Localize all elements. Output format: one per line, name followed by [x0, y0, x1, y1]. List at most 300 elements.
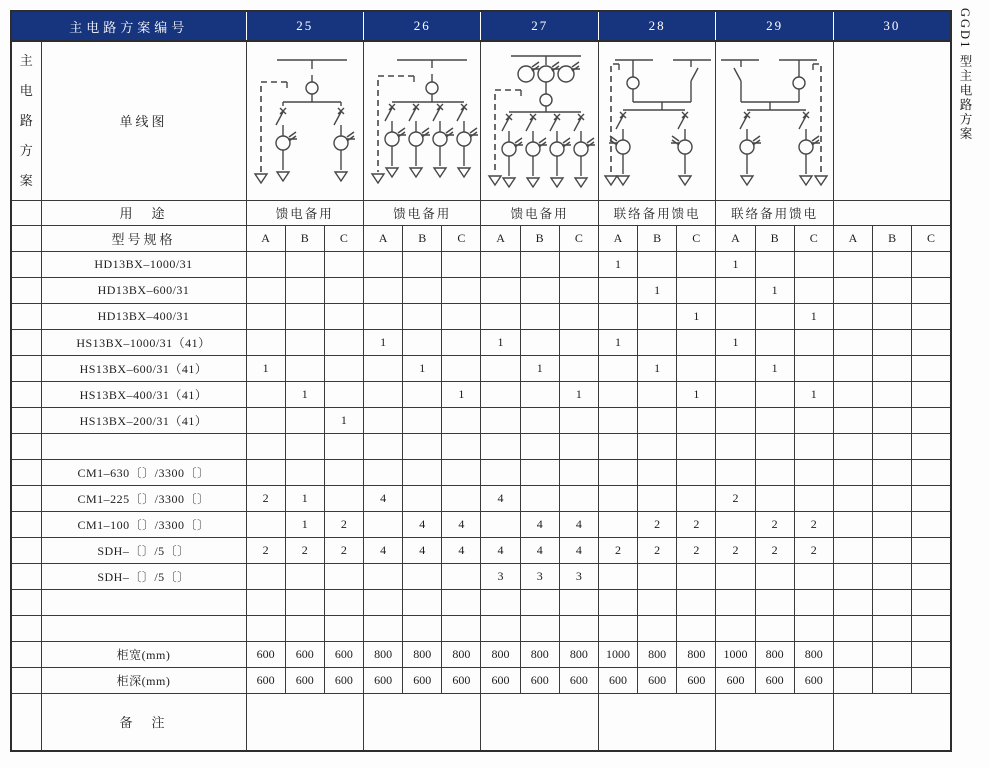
spec-value-cell: 2	[794, 511, 833, 537]
cabinet-depth-value: 600	[520, 667, 559, 693]
remark-cell-27	[481, 693, 598, 751]
spec-value-cell	[285, 303, 324, 329]
spec-value-cell	[285, 615, 324, 641]
side-vertical-title: GGD1 型主电路方案	[958, 8, 972, 142]
spec-value-cell	[246, 589, 285, 615]
spec-value-cell	[794, 615, 833, 641]
spec-value-cell: 2	[794, 537, 833, 563]
spec-value-cell	[833, 433, 872, 459]
spec-subheader-row	[11, 225, 951, 251]
spec-value-cell	[912, 537, 951, 563]
spec-value-cell	[481, 459, 520, 485]
spec-value-cell: 1	[794, 303, 833, 329]
spec-value-cell	[285, 563, 324, 589]
spec-value-cell	[755, 251, 794, 277]
spec-value-cell: 4	[481, 485, 520, 511]
spec-value-cell	[755, 329, 794, 355]
spec-value-cell	[912, 381, 951, 407]
spec-value-cell	[285, 589, 324, 615]
cabinet-depth-value: 600	[716, 667, 755, 693]
spec-value-cell	[403, 251, 442, 277]
spec-value-cell: 2	[246, 537, 285, 563]
left-vertical-label	[12, 46, 41, 196]
spec-value-cell	[912, 615, 951, 641]
header-scheme-29: 29	[716, 11, 833, 41]
row-left-spacer	[11, 563, 41, 589]
spec-value-cell	[403, 485, 442, 511]
spec-value-cell	[912, 251, 951, 277]
spec-value-cell: 4	[520, 537, 559, 563]
spec-value-cell	[912, 355, 951, 381]
spec-row	[11, 407, 951, 433]
spec-value-cell	[598, 355, 637, 381]
spec-value-cell: 1	[285, 485, 324, 511]
row-left-spacer	[11, 407, 41, 433]
spec-row-label	[41, 589, 246, 615]
remark-cell-26	[363, 693, 480, 751]
left-vertical-char: 案	[19, 173, 33, 189]
spec-value-cell	[873, 303, 912, 329]
row-left-spacer	[11, 615, 41, 641]
spec-value-cell: 4	[403, 511, 442, 537]
spec-value-cell	[246, 563, 285, 589]
spec-value-cell: 1	[481, 329, 520, 355]
row-left-spacer	[11, 693, 41, 751]
spec-value-cell	[363, 589, 402, 615]
spec-value-cell	[481, 251, 520, 277]
spec-value-cell	[520, 329, 559, 355]
spec-row-label	[41, 433, 246, 459]
spec-value-cell	[559, 329, 598, 355]
spec-value-cell: 1	[520, 355, 559, 381]
spec-value-cell: 2	[638, 537, 677, 563]
cabinet-depth-label: 柜深(mm)	[41, 667, 246, 693]
spec-row-label: CM1–225〔〕/3300〔〕	[41, 485, 246, 511]
spec-value-cell	[677, 407, 716, 433]
spec-value-cell: 1	[794, 381, 833, 407]
spec-value-cell	[246, 329, 285, 355]
spec-rows-body	[11, 251, 951, 641]
spec-value-cell: 1	[559, 381, 598, 407]
spec-value-cell	[912, 459, 951, 485]
spec-value-cell	[833, 329, 872, 355]
spec-value-cell	[246, 433, 285, 459]
spec-value-cell: 2	[285, 537, 324, 563]
spec-row-label: HD13BX–400/31	[41, 303, 246, 329]
cabinet-width-value: 600	[246, 641, 285, 667]
spec-row	[11, 589, 951, 615]
spec-value-cell	[755, 303, 794, 329]
header-scheme-25: 25	[246, 11, 363, 41]
spec-value-cell	[285, 459, 324, 485]
header-row	[11, 11, 951, 41]
spec-row-label: CM1–100〔〕/3300〔〕	[41, 511, 246, 537]
spec-value-cell	[755, 381, 794, 407]
spec-value-cell	[520, 589, 559, 615]
spec-row	[11, 433, 951, 459]
subcolumn-header: B	[873, 225, 912, 251]
spec-row-label: SDH–〔〕/5〔〕	[41, 537, 246, 563]
subcolumn-header: B	[755, 225, 794, 251]
left-vertical-char: 主	[19, 53, 33, 69]
spec-value-cell	[677, 355, 716, 381]
spec-value-cell	[442, 303, 481, 329]
subcolumn-header: C	[677, 225, 716, 251]
spec-value-cell: 1	[324, 407, 363, 433]
row-left-spacer	[11, 537, 41, 563]
spec-value-cell	[403, 563, 442, 589]
spec-value-cell	[246, 381, 285, 407]
single-line-diagram-28-icon	[599, 45, 716, 197]
spec-value-cell	[403, 407, 442, 433]
cabinet-width-value: 600	[285, 641, 324, 667]
spec-value-cell: 3	[559, 563, 598, 589]
spec-value-cell	[598, 615, 637, 641]
spec-value-cell	[794, 407, 833, 433]
cabinet-width-value: 800	[559, 641, 598, 667]
subcolumn-header: B	[638, 225, 677, 251]
subcolumn-header: B	[520, 225, 559, 251]
spec-value-cell	[403, 381, 442, 407]
diagram-cell-26	[363, 41, 480, 200]
spec-value-cell	[598, 485, 637, 511]
spec-value-cell	[638, 433, 677, 459]
cabinet-depth-value: 600	[285, 667, 324, 693]
spec-value-cell	[442, 329, 481, 355]
spec-value-cell	[638, 563, 677, 589]
spec-value-cell: 2	[677, 537, 716, 563]
spec-value-cell	[833, 355, 872, 381]
spec-value-cell: 4	[442, 511, 481, 537]
spec-value-cell	[677, 433, 716, 459]
row-left-spacer	[11, 225, 41, 251]
spec-value-cell	[677, 485, 716, 511]
spec-value-cell	[638, 407, 677, 433]
spec-value-cell	[912, 485, 951, 511]
spec-value-cell	[324, 303, 363, 329]
spec-value-cell	[912, 329, 951, 355]
row-left-spacer	[11, 381, 41, 407]
spec-value-cell	[559, 589, 598, 615]
spec-value-cell	[794, 433, 833, 459]
subcolumn-header: A	[716, 225, 755, 251]
spec-value-cell	[598, 589, 637, 615]
cabinet-width-value: 800	[755, 641, 794, 667]
spec-value-cell: 1	[638, 355, 677, 381]
spec-row	[11, 381, 951, 407]
diagram-row	[11, 41, 951, 200]
cabinet-depth-value: 600	[442, 667, 481, 693]
spec-value-cell	[442, 485, 481, 511]
spec-value-cell: 2	[677, 511, 716, 537]
spec-value-cell	[755, 433, 794, 459]
spec-value-cell	[481, 277, 520, 303]
spec-value-cell	[833, 277, 872, 303]
spec-row	[11, 459, 951, 485]
usage-26: 馈电备用	[363, 200, 480, 225]
spec-value-cell	[285, 355, 324, 381]
spec-value-cell: 1	[285, 511, 324, 537]
spec-value-cell	[246, 407, 285, 433]
usage-25: 馈电备用	[246, 200, 363, 225]
spec-value-cell	[481, 433, 520, 459]
row-left-spacer	[11, 277, 41, 303]
spec-value-cell	[755, 615, 794, 641]
spec-value-cell	[716, 303, 755, 329]
cabinet-width-value: 1000	[716, 641, 755, 667]
spec-value-cell	[559, 485, 598, 511]
spec-value-cell	[833, 459, 872, 485]
header-scheme-30: 30	[833, 11, 951, 41]
diagram-cell-30	[833, 41, 951, 200]
spec-row-label: CM1–630〔〕/3300〔〕	[41, 459, 246, 485]
spec-value-cell	[481, 355, 520, 381]
spec-value-cell	[677, 459, 716, 485]
spec-value-cell	[873, 381, 912, 407]
spec-value-cell: 1	[598, 251, 637, 277]
spec-value-cell: 1	[246, 355, 285, 381]
spec-value-cell	[755, 589, 794, 615]
spec-row	[11, 485, 951, 511]
cabinet-width-value: 800	[442, 641, 481, 667]
spec-value-cell	[520, 303, 559, 329]
spec-row-label: HS13BX–200/31（41）	[41, 407, 246, 433]
spec-value-cell	[363, 511, 402, 537]
spec-value-cell	[716, 589, 755, 615]
spec-value-cell	[520, 277, 559, 303]
spec-value-cell: 1	[638, 277, 677, 303]
spec-value-cell	[520, 433, 559, 459]
spec-value-cell	[873, 277, 912, 303]
spec-value-cell	[794, 355, 833, 381]
spec-value-cell	[598, 433, 637, 459]
spec-value-cell: 2	[755, 537, 794, 563]
spec-value-cell	[559, 407, 598, 433]
spec-value-cell: 2	[716, 537, 755, 563]
left-vertical-char: 电	[19, 83, 33, 99]
spec-value-cell	[912, 407, 951, 433]
spec-row-label	[41, 615, 246, 641]
spec-value-cell	[324, 433, 363, 459]
remark-row	[11, 693, 951, 751]
spec-value-cell	[794, 329, 833, 355]
cabinet-width-value: 800	[638, 641, 677, 667]
row-left-spacer	[11, 589, 41, 615]
row-left-spacer	[11, 459, 41, 485]
usage-row-label: 用 途	[41, 200, 246, 225]
spec-value-cell	[598, 277, 637, 303]
remark-cell-25	[246, 693, 363, 751]
spec-value-cell: 2	[324, 511, 363, 537]
spec-value-cell	[598, 511, 637, 537]
spec-row	[11, 303, 951, 329]
spec-row	[11, 251, 951, 277]
spec-row	[11, 537, 951, 563]
spec-value-cell	[598, 563, 637, 589]
spec-value-cell	[481, 511, 520, 537]
subcolumn-header: B	[403, 225, 442, 251]
spec-value-cell	[324, 329, 363, 355]
spec-value-cell: 1	[677, 303, 716, 329]
cabinet-width-value: 1000	[598, 641, 637, 667]
spec-value-cell	[912, 303, 951, 329]
spec-value-cell: 1	[716, 251, 755, 277]
subcolumn-header: A	[363, 225, 402, 251]
row-left-spacer	[11, 303, 41, 329]
spec-value-cell	[873, 433, 912, 459]
spec-row-label: SDH–〔〕/5〔〕	[41, 563, 246, 589]
spec-value-cell	[442, 589, 481, 615]
spec-value-cell	[363, 459, 402, 485]
spec-value-cell	[559, 251, 598, 277]
spec-value-cell	[324, 563, 363, 589]
spec-value-cell	[638, 329, 677, 355]
spec-value-cell: 1	[403, 355, 442, 381]
row-left-spacer	[11, 511, 41, 537]
spec-value-cell	[716, 459, 755, 485]
subcolumn-header: B	[285, 225, 324, 251]
diagram-row-label: 单线图	[41, 41, 246, 200]
spec-value-cell	[716, 433, 755, 459]
spec-value-cell	[246, 303, 285, 329]
spec-value-cell	[285, 277, 324, 303]
spec-value-cell	[755, 485, 794, 511]
spec-value-cell	[363, 433, 402, 459]
spec-value-cell	[324, 277, 363, 303]
spec-value-cell	[873, 355, 912, 381]
spec-value-cell	[324, 615, 363, 641]
cabinet-depth-value	[873, 667, 912, 693]
spec-value-cell	[638, 251, 677, 277]
diagram-cell-28	[598, 41, 715, 200]
spec-value-cell	[833, 303, 872, 329]
spec-value-cell	[363, 277, 402, 303]
cabinet-depth-value: 600	[324, 667, 363, 693]
subcolumn-header: A	[598, 225, 637, 251]
spec-value-cell	[833, 511, 872, 537]
spec-value-cell	[638, 303, 677, 329]
spec-value-cell	[873, 589, 912, 615]
spec-value-cell	[794, 485, 833, 511]
spec-row	[11, 277, 951, 303]
header-scheme-27: 27	[481, 11, 598, 41]
remark-row-label: 备 注	[41, 693, 246, 751]
cabinet-depth-value: 600	[246, 667, 285, 693]
spec-value-cell	[324, 589, 363, 615]
spec-value-cell	[833, 563, 872, 589]
usage-row	[11, 200, 951, 225]
spec-value-cell	[677, 251, 716, 277]
spec-value-cell	[873, 329, 912, 355]
spec-value-cell	[755, 563, 794, 589]
left-vertical-char: 方	[19, 143, 33, 159]
spec-value-cell	[363, 355, 402, 381]
spec-value-cell	[716, 511, 755, 537]
spec-value-cell	[559, 433, 598, 459]
spec-value-cell	[520, 615, 559, 641]
spec-value-cell	[403, 329, 442, 355]
spec-value-cell	[520, 251, 559, 277]
spec-row-label: HS13BX–600/31（41）	[41, 355, 246, 381]
cabinet-width-value: 800	[403, 641, 442, 667]
spec-value-cell	[794, 277, 833, 303]
spec-value-cell	[912, 277, 951, 303]
spec-value-cell	[246, 459, 285, 485]
spec-value-cell	[716, 407, 755, 433]
spec-value-cell	[716, 381, 755, 407]
spec-value-cell	[794, 251, 833, 277]
spec-value-cell	[246, 511, 285, 537]
spec-value-cell	[285, 329, 324, 355]
remark-cell-28	[598, 693, 715, 751]
spec-value-cell	[442, 459, 481, 485]
spec-value-cell	[442, 615, 481, 641]
spec-value-cell: 4	[559, 537, 598, 563]
spec-value-cell	[520, 459, 559, 485]
cabinet-width-value	[833, 641, 872, 667]
spec-value-cell: 1	[755, 277, 794, 303]
spec-value-cell	[324, 381, 363, 407]
spec-value-cell	[403, 277, 442, 303]
spec-value-cell	[638, 459, 677, 485]
main-circuit-scheme-table	[10, 10, 952, 752]
spec-value-cell: 1	[598, 329, 637, 355]
spec-value-cell	[442, 407, 481, 433]
spec-value-cell	[912, 589, 951, 615]
spec-value-cell	[324, 355, 363, 381]
spec-value-cell	[677, 589, 716, 615]
spec-value-cell: 2	[324, 537, 363, 563]
spec-value-cell	[520, 381, 559, 407]
spec-value-cell	[677, 563, 716, 589]
spec-value-cell	[324, 485, 363, 511]
spec-value-cell	[638, 589, 677, 615]
header-scheme-number-label: 主电路方案编号	[11, 11, 246, 41]
spec-row-label: HS13BX–1000/31（41）	[41, 329, 246, 355]
spec-value-cell	[755, 459, 794, 485]
spec-value-cell	[481, 589, 520, 615]
row-left-spacer	[11, 641, 41, 667]
remark-cell-29	[716, 693, 833, 751]
spec-value-cell: 1	[755, 355, 794, 381]
spec-value-cell	[873, 251, 912, 277]
spec-value-cell: 4	[363, 485, 402, 511]
spec-value-cell	[403, 615, 442, 641]
spec-value-cell	[246, 277, 285, 303]
spec-value-cell	[559, 615, 598, 641]
spec-value-cell	[324, 459, 363, 485]
spec-value-cell	[912, 511, 951, 537]
spec-row	[11, 329, 951, 355]
spec-value-cell	[794, 589, 833, 615]
cabinet-width-value: 800	[794, 641, 833, 667]
spec-value-cell	[559, 459, 598, 485]
cabinet-depth-value	[833, 667, 872, 693]
cabinet-width-value: 800	[520, 641, 559, 667]
spec-value-cell	[481, 615, 520, 641]
spec-value-cell	[285, 433, 324, 459]
spec-row	[11, 563, 951, 589]
spec-value-cell	[559, 355, 598, 381]
cabinet-width-value	[912, 641, 951, 667]
cabinet-width-label: 柜宽(mm)	[41, 641, 246, 667]
cabinet-depth-value: 600	[598, 667, 637, 693]
spec-value-cell	[598, 303, 637, 329]
spec-row-label: HS13BX–400/31（41）	[41, 381, 246, 407]
subcolumn-header: A	[833, 225, 872, 251]
cabinet-depth-value: 600	[559, 667, 598, 693]
spec-value-cell	[403, 589, 442, 615]
